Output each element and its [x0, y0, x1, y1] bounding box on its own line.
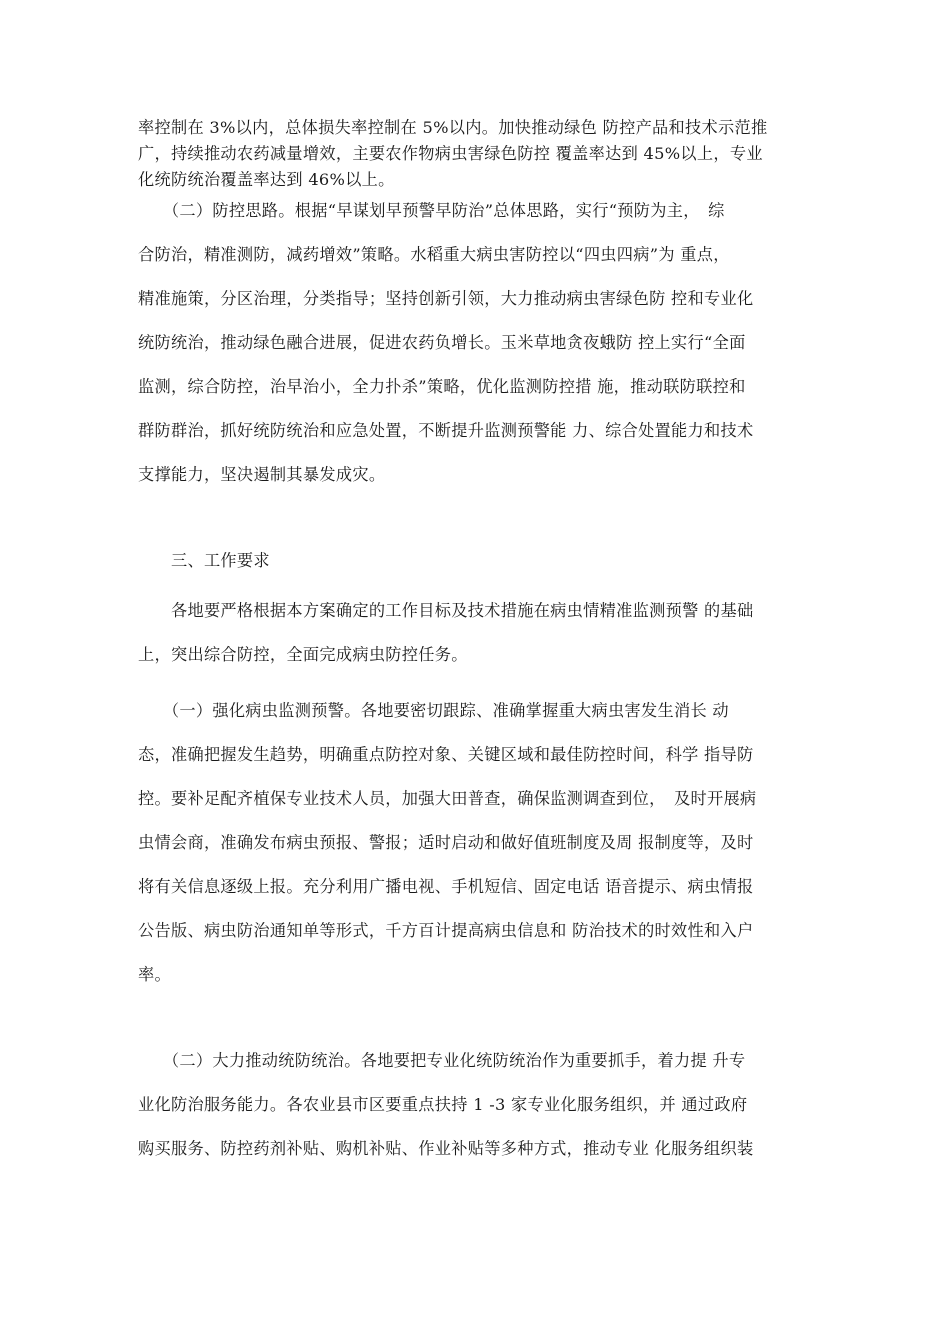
text-line: （二）防控思路。根据“早谋划早预警早防治”总体思路，实行“预防为主， 综 [138, 201, 725, 220]
paragraph-monitoring-warning [138, 689, 828, 997]
text-line: 精准施策，分区治理，分类指导；坚持创新引领，大力推动病虫害绿色防 控和专业化 [138, 289, 754, 308]
section-heading-work-requirements [138, 539, 828, 583]
paragraph-targets-continued [138, 115, 828, 193]
text-line: 上，突出综合防控，全面完成病虫防控任务。 [138, 645, 468, 664]
text-line: 合防治，精准测防，减药增效”策略。水稻重大病虫害防控以“四虫四病”为 重点， [138, 245, 730, 264]
text-line: 化统防统治覆盖率达到 46%以上。 [138, 170, 395, 189]
section-heading: 三、工作要求 [138, 551, 270, 570]
text-line: 各地要严格根据本方案确定的工作目标及技术措施在病虫情精准监测预警 的基础 [138, 601, 754, 620]
text-line: 态，准确把握发生趋势，明确重点防控对象、关键区域和最佳防控时间，科学 指导防 [138, 745, 754, 764]
text-line: （一）强化病虫监测预警。各地要密切跟踪、准确掌握重大病虫害发生消长 动 [138, 701, 729, 720]
text-line: 业化防治服务能力。各农业县市区要重点扶持 1 -3 家专业化服务组织，并 通过政府 [138, 1095, 748, 1114]
text-line: 支撑能力，坚决遏制其暴发成灾。 [138, 465, 386, 484]
text-line: 广，持续推动农药减量增效，主要农作物病虫害绿色防控 覆盖率达到 45%以上，专业 [138, 144, 763, 163]
paragraph-unified-control [138, 1039, 828, 1171]
text-line: 率控制在 3%以内，总体损失率控制在 5%以内。加快推动绿色 防控产品和技术示范推 [138, 118, 768, 137]
text-line: 统防统治，推动绿色融合进展，促进农药负增长。玉米草地贪夜蛾防 控上实行“全面 [138, 333, 746, 352]
text-line: （二）大力推动统防统治。各地要把专业化统防统治作为重要抓手，着力提 升专 [138, 1051, 746, 1070]
paragraph-work-requirements [138, 589, 828, 677]
text-line: 控。要补足配齐植保专业技术人员，加强大田普查，确保监测调查到位， 及时开展病 [138, 789, 757, 808]
text-line: 将有关信息逐级上报。充分利用广播电视、手机短信、固定电话 语音提示、病虫情报 [138, 877, 754, 896]
text-line: 群防群治，抓好统防统治和应急处置，不断提升监测预警能 力、综合处置能力和技术 [138, 421, 754, 440]
text-line: 监测，综合防控，治早治小，全力扑杀”策略，优化监测防控措 施，推动联防联控和 [138, 377, 746, 396]
text-line: 购买服务、防控药剂补贴、购机补贴、作业补贴等多种方式，推动专业 化服务组织装 [138, 1139, 754, 1158]
paragraph-control-approach [138, 189, 828, 497]
text-line: 公告版、病虫防治通知单等形式，千方百计提高病虫信息和 防治技术的时效性和入户 [138, 921, 754, 940]
text-line: 率。 [138, 965, 171, 984]
text-line: 虫情会商，准确发布病虫预报、警报；适时启动和做好值班制度及周 报制度等，及时 [138, 833, 754, 852]
